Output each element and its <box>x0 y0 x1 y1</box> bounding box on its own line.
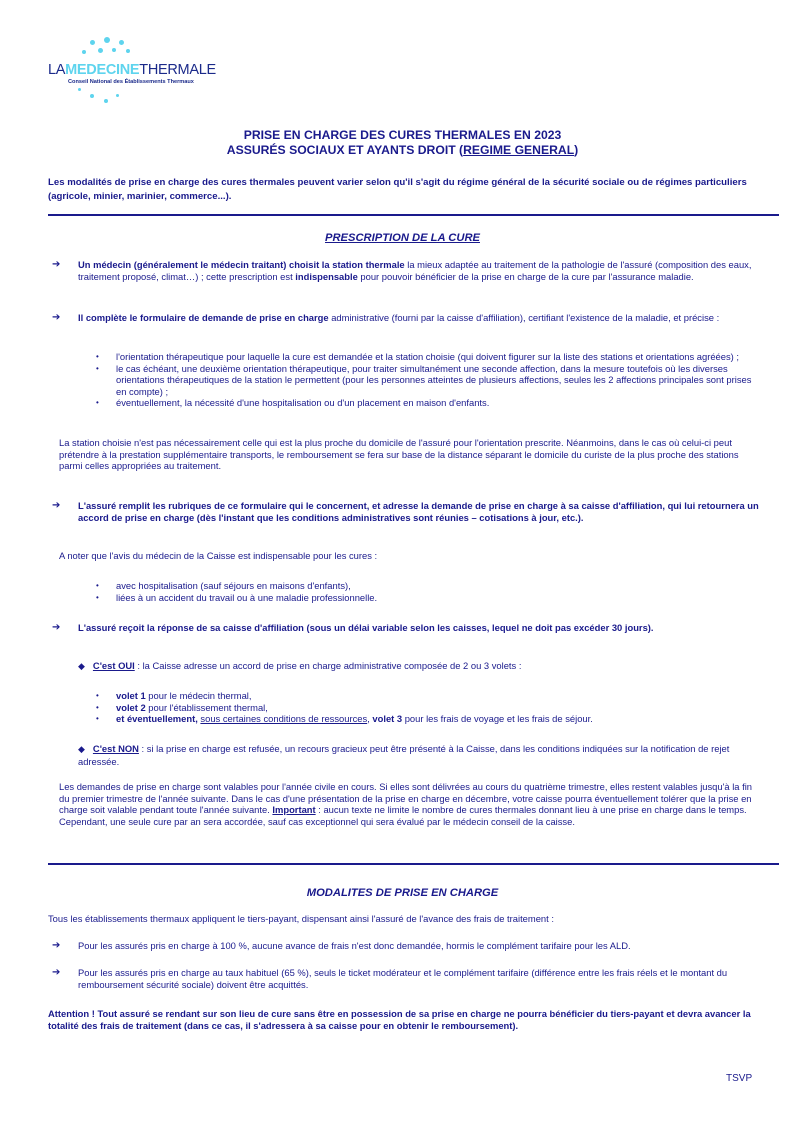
tsvp-label: TSVP <box>726 1073 753 1084</box>
diamond-icon: ◆ <box>78 661 85 671</box>
document-title: PRISE EN CHARGE DES CURES THERMALES EN 2023 ASSURÉS SOCIAUX ET AYANTS DROIT (REGIME GENERAL) <box>226 128 579 157</box>
arrow-icon: ➔ <box>52 622 61 633</box>
avis-list <box>94 580 760 603</box>
logo-wordmark: LAMEDECINETHERMALE <box>48 62 216 78</box>
arrow-icon: ➔ <box>52 312 61 323</box>
prescription-doctor-paragraph: Un médecin (généralement le médecin traitant) choisit la station thermale la mieux adaptée au traitement de la pathologie de l'assuré (composition des eaux, traitement proposé, climat…) ; cette prescription est indispensable pour pouvoir bénéficier de la prise en charge de la cure par l'assurance maladie. <box>78 259 752 282</box>
oui-paragraph: ◆ C'est OUI : la Caisse adresse un accord de prise en charge administrative composée de 2 ou 3 volets : <box>78 660 522 671</box>
section-divider <box>48 214 779 216</box>
tiers-payant-intro: Tous les établissements thermaux appliquent le tiers-payant, dispensant ainsi l'assuré de l'avance des frais de traitement : <box>48 913 554 924</box>
section-divider <box>48 863 779 865</box>
avis-note: A noter que l'avis du médecin de la Caisse est indispensable pour les cures : <box>59 550 378 561</box>
non-paragraph: ◆ C'est NON : si la prise en charge est refusée, un recours gracieux peut être présenté à la Caisse, dans les conditions indiquées sur la notification de rejet adressée. <box>78 743 730 767</box>
insured-form-paragraph: L'assuré remplit les rubriques de ce formulaire qui le concernent, et adresse la demande de prise en charge à sa caisse d'affiliation, qui lui retournera un accord de prise en charge (dès l'instant que les conditions administratives sont réunies – cotisations à jour, etc.). <box>78 500 759 523</box>
form-paragraph: Il complète le formulaire de demande de prise en charge administrative (fourni par la caisse d'affiliation), certifiant l'existence de la maladie, et précise : <box>78 312 720 323</box>
ald-paragraph: Pour les assurés pris en charge à 100 %, aucune avance de frais n'est donc demandée, hormis le complément tarifaire pour les ALD. <box>78 940 631 951</box>
arrow-icon: ➔ <box>52 500 61 511</box>
list-item: • éventuellement, la nécessité d'une hospitalisation ou d'un placement en maison d'enfants. <box>94 397 760 409</box>
arrow-icon: ➔ <box>52 259 61 270</box>
validity-paragraph: Les demandes de prise en charge sont valables pour l'année civile en cours. Si elles sont délivrées au cours du quatrième trimestre, elles restent valables jusqu'à la fin du premier trimestre de l'année suivante. Dans le cas d'une présentation de la prise en charge en décembre, votre caisse pourra éventuellement tolérer que la prise en charge soit valable pendant toute l'année suivante. Important : aucun texte ne limite le nombre de cures thermales donnant lieu à une prise en charge dans le temps. Cependant, une seule cure par an sera accordée, sauf cas exceptionnel qui sera évalué par le médecin conseil de la caisse. <box>59 781 753 827</box>
list-item: • liées à un accident du travail ou à une maladie professionnelle. <box>94 592 760 604</box>
logo-subtitle: Conseil National des Établissements Thermaux <box>68 79 194 85</box>
list-item: • avec hospitalisation (sauf séjours en maisons d'enfants), <box>94 580 760 592</box>
arrow-icon: ➔ <box>52 940 61 951</box>
list-item: • le cas échéant, une deuxième orientation thérapeutique, pour traiter simultanément une seconde affection, dans la mesure toutefois où les diverses orientations thérapeutiques de la station le permettent (pour les personnes atteintes de plusieurs affections, seules les 2 affections principales sont prises en compte) ; <box>94 363 760 398</box>
arrow-icon: ➔ <box>52 967 61 978</box>
section-heading-prescription: PRESCRIPTION DE LA CURE <box>325 232 480 244</box>
response-paragraph: L'assuré reçoit la réponse de sa caisse d'affiliation (sous un délai variable selon les caisses, lequel ne doit pas excéder 30 jours). <box>78 622 654 633</box>
orientation-list <box>94 351 760 409</box>
logo <box>46 36 246 110</box>
list-item: • volet 1 pour le médecin thermal, <box>94 690 760 702</box>
attention-paragraph: Attention ! Tout assuré se rendant sur son lieu de cure sans être en possession de sa prise en charge ne pourra bénéficier du tiers-payant et devra avancer la totalité des frais de traitement (dans ce cas, il s'adressera à sa caisse pour en obtenir le remboursement). <box>48 1008 751 1031</box>
station-note: La station choisie n'est pas nécessairement celle qui est la plus proche du domicile de l'assuré pour l'orientation prescrite. Néanmoins, dans le cas où celui-ci peut prétendre à la prestation supplémentaire transports, le remboursement se fera sur base de la distance séparant le domicile du curiste de la plus proche des stations parmi celles appropriées au traitement. <box>59 437 739 472</box>
diamond-icon: ◆ <box>78 744 85 754</box>
list-item: • et éventuellement, sous certaines conditions de ressources, volet 3 pour les frais de voyage et les frais de séjour. <box>94 713 760 725</box>
volets-list <box>94 690 760 725</box>
taux-paragraph: Pour les assurés pris en charge au taux habituel (65 %), seuls le ticket modérateur et le complément tarifaire (différence entre les frais réels et le montant du remboursement sécurité sociale) doivent être acquittés. <box>78 967 728 990</box>
intro-paragraph: Les modalités de prise en charge des cures thermales peuvent varier selon qu'il s'agit du régime général de la sécurité sociale ou de régimes particuliers (agricole, minier, marinier, commerce...). <box>48 177 747 202</box>
section-heading-modalites: MODALITES DE PRISE EN CHARGE <box>306 887 499 899</box>
list-item: • volet 2 pour l'établissement thermal, <box>94 702 760 714</box>
list-item: • l'orientation thérapeutique pour laquelle la cure est demandée et la station choisie (qui doivent figurer sur la liste des stations et orientations agréées) ; <box>94 351 760 363</box>
